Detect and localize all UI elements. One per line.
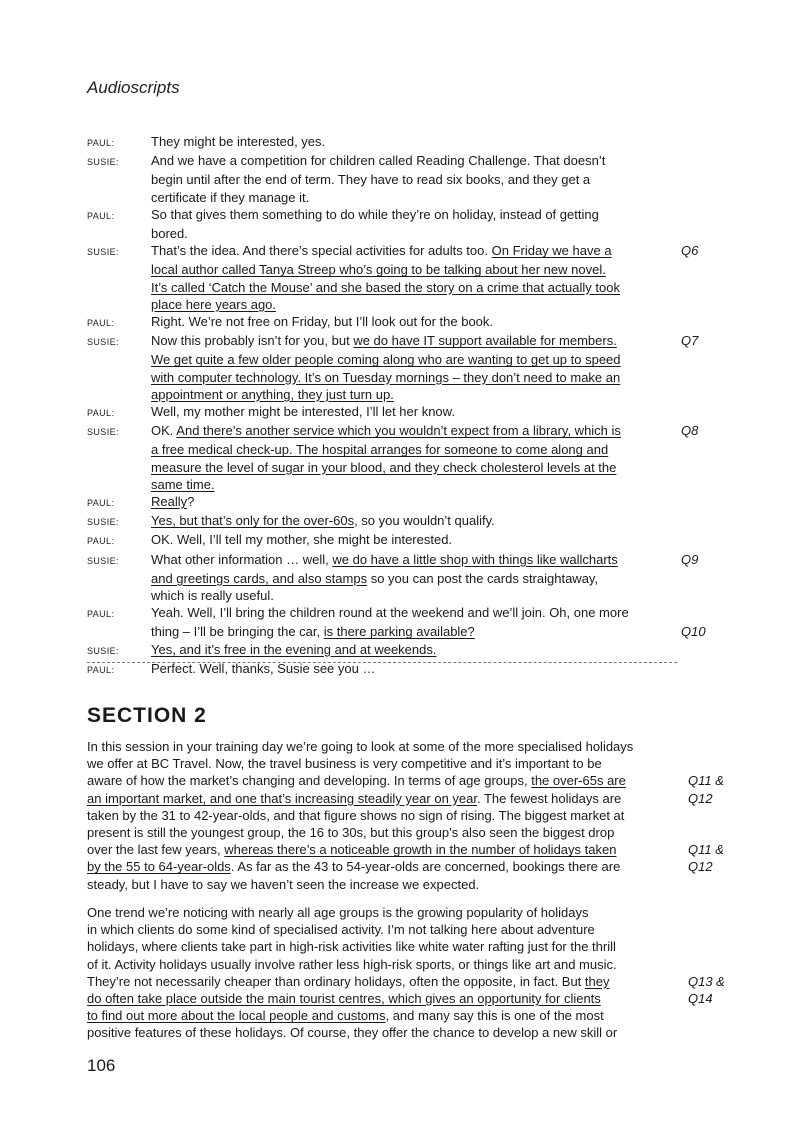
text-run: steady, but I have to say we haven’t seen the increase we expected. bbox=[87, 876, 480, 892]
speaker-label bbox=[87, 279, 151, 296]
speaker-label bbox=[87, 476, 151, 493]
speaker-label bbox=[87, 623, 151, 640]
dialogue-text bbox=[151, 313, 675, 332]
dialogue-line bbox=[87, 206, 727, 225]
dialogue-text bbox=[151, 386, 675, 403]
dialogue-line bbox=[87, 313, 727, 332]
underlined-text: And there’s another service which you wouldn’t expect from a library, which is bbox=[176, 423, 621, 439]
question-marker: Q9 bbox=[681, 551, 699, 567]
dialogue-text bbox=[151, 441, 675, 458]
speaker-label: PAUL: bbox=[87, 138, 115, 148]
text-run: certificate if they manage it. bbox=[151, 189, 310, 205]
dialogue-line bbox=[87, 386, 727, 403]
speaker-label: PAUL: bbox=[87, 408, 115, 419]
text-run: bored. bbox=[151, 226, 188, 242]
question-marker: Q10 bbox=[681, 624, 706, 640]
paragraph-line bbox=[87, 755, 677, 772]
speaker-label bbox=[87, 369, 151, 386]
question-marker: Q11 & bbox=[688, 773, 724, 789]
question-marker: Q12 bbox=[688, 859, 713, 875]
dialogue-text bbox=[151, 152, 675, 171]
speaker-label bbox=[87, 296, 151, 313]
text-run: Now this probably isn’t for you, but bbox=[151, 333, 354, 349]
text-run: begin until after the end of term. They have to read six books, and they get a bbox=[151, 172, 591, 188]
dialogue-line bbox=[87, 459, 727, 476]
underlined-text: On Friday we have a bbox=[491, 243, 612, 259]
section-paragraph-2 bbox=[87, 904, 725, 1042]
speaker-label bbox=[87, 459, 151, 476]
text-run: which is really useful. bbox=[151, 588, 274, 604]
text-run: ? bbox=[187, 494, 195, 510]
underlined-text: a free medical check-up. The hospital arranges for someone to come along and bbox=[151, 442, 609, 458]
dialogue-line bbox=[87, 332, 727, 351]
speaker-label bbox=[87, 225, 151, 242]
text-run: OK. bbox=[151, 423, 177, 439]
section-paragraph-1 bbox=[87, 738, 724, 893]
speaker-label bbox=[87, 441, 151, 458]
dialogue-text bbox=[151, 225, 675, 242]
dialogue-line bbox=[87, 623, 727, 640]
text-run: , and many say this is one of the most bbox=[385, 1008, 604, 1024]
dialogue-line bbox=[87, 531, 727, 550]
text-run: Right. We’re not free on Friday, but I’ll look out for the book. bbox=[151, 314, 494, 330]
text-run: present is still the youngest group, the 16 to 30s, but this group’s also seen the biggest drop bbox=[87, 825, 615, 841]
dialogue-text bbox=[151, 422, 675, 441]
underlined-text: local author called Tanya Streep who’s going to be talking about her new novel. bbox=[151, 262, 606, 278]
text-run: so you can post the cards straightaway, bbox=[367, 570, 599, 586]
text-run: So that gives them something to do while they’re on holiday, instead of getting bbox=[151, 206, 599, 222]
text-run: over the last few years, bbox=[87, 842, 225, 858]
speaker-label: PAUL: bbox=[87, 498, 115, 509]
dialogue-line bbox=[87, 493, 727, 512]
dialogue-text bbox=[151, 369, 675, 386]
dialogue-text bbox=[151, 261, 675, 278]
underlined-text: by the 55 to 64-year-olds bbox=[87, 859, 231, 875]
paragraph-line bbox=[87, 738, 677, 755]
dialogue-line bbox=[87, 403, 727, 422]
text-run: . As far as the 43 to 54-year-olds are concerned, bookings there are bbox=[230, 859, 621, 875]
speaker-label: PAUL: bbox=[87, 664, 115, 675]
dialogue-line bbox=[87, 279, 727, 296]
paragraph-line bbox=[87, 973, 725, 990]
text-run: of it. Activity holidays usually involve rather less high-risk sports, or things like art and music. bbox=[87, 956, 617, 972]
text-run: , so you wouldn’t qualify. bbox=[354, 513, 495, 529]
speaker-label: SUSIE: bbox=[87, 517, 119, 528]
underlined-text: we do have a little shop with things like wallcharts bbox=[332, 551, 618, 567]
dialogue-line bbox=[87, 369, 727, 386]
text-run: in which clients do some kind of specialised activity. I’m not talking here about adventure bbox=[87, 922, 595, 938]
underlined-text: We get quite a few older people coming along who are wanting to get up to speed bbox=[151, 352, 621, 368]
running-header: Audioscripts bbox=[87, 78, 180, 97]
speaker-label: PAUL: bbox=[87, 210, 115, 221]
dialogue-text bbox=[151, 512, 675, 531]
speaker-label: PAUL: bbox=[87, 536, 115, 547]
speaker-label bbox=[87, 189, 151, 206]
paragraph-line bbox=[87, 807, 677, 824]
underlined-text: to find out more about the local people and customs bbox=[87, 1008, 386, 1024]
dialogue-text bbox=[151, 587, 675, 604]
text-run: They’re not necessarily cheaper than ordinary holidays, often the opposite, in fact. But bbox=[87, 973, 585, 989]
dialogue-line bbox=[87, 587, 727, 604]
paragraph-line bbox=[87, 990, 713, 1007]
paragraph-line bbox=[87, 1024, 677, 1041]
speaker-label: SUSIE: bbox=[87, 555, 119, 566]
text-run: In this session in your training day we’re going to look at some of the more specialised holidays bbox=[87, 739, 634, 754]
dialogue-line bbox=[87, 441, 727, 458]
dialogue-line bbox=[87, 570, 727, 587]
dialogue-line bbox=[87, 133, 727, 152]
dialogue-text bbox=[151, 279, 675, 296]
dialogue-line bbox=[87, 641, 727, 660]
dialogue-line bbox=[87, 261, 727, 278]
speaker-label: PAUL: bbox=[87, 318, 115, 329]
underlined-text: Really bbox=[151, 494, 188, 510]
speaker-label bbox=[87, 587, 151, 604]
dialogue-text bbox=[151, 551, 675, 570]
underlined-text: It’s called ‘Catch the Mouse’ and she based the story on a crime that actually took bbox=[151, 279, 620, 295]
underlined-text: place here years ago. bbox=[151, 296, 277, 312]
dialogue-text bbox=[151, 641, 675, 660]
question-marker: Q6 bbox=[681, 243, 699, 259]
text-run: . The fewest holidays are bbox=[476, 790, 622, 806]
paragraph-line bbox=[87, 824, 677, 841]
dialogue-line bbox=[87, 189, 727, 206]
text-run: aware of how the market’s changing and developing. In terms of age groups, bbox=[87, 773, 532, 789]
section-title: SECTION 2 bbox=[87, 704, 207, 727]
dialogue-text bbox=[151, 351, 675, 368]
dialogue-text bbox=[151, 133, 675, 152]
underlined-text: an important market, and one that’s increasing steadily year on year bbox=[87, 790, 477, 806]
speaker-label: SUSIE: bbox=[87, 157, 119, 168]
page-number: 106 bbox=[87, 1056, 116, 1075]
text-run: positive features of these holidays. Of course, they offer the chance to develop a new skill or bbox=[87, 1025, 618, 1041]
speaker-label bbox=[87, 261, 151, 278]
text-run: What other information … well, bbox=[151, 551, 333, 567]
underlined-text: they bbox=[584, 973, 610, 989]
speaker-label: SUSIE: bbox=[87, 247, 119, 258]
dialogue-line bbox=[87, 171, 727, 188]
text-run: Perfect. Well, thanks, Susie see you … bbox=[151, 660, 376, 676]
underlined-text: Yes, and it’s free in the evening and at weekends. bbox=[151, 641, 437, 657]
speaker-label bbox=[87, 351, 151, 368]
text-run: That’s the idea. And there’s special activities for adults too. bbox=[151, 243, 492, 259]
dialogue-line bbox=[87, 551, 727, 570]
dialogue-text bbox=[151, 459, 675, 476]
speaker-label bbox=[87, 386, 151, 403]
text-run: we offer at BC Travel. Now, the travel business is very competitive and it’s important to be bbox=[87, 756, 602, 772]
question-marker: Q7 bbox=[681, 333, 699, 349]
text-run: Yeah. Well, I’ll bring the children round at the weekend and we’ll join. Oh, one more bbox=[151, 605, 629, 621]
dialogue-text bbox=[151, 570, 675, 587]
paragraph-line bbox=[87, 1007, 677, 1024]
paragraph-line bbox=[87, 858, 713, 875]
paragraph-line bbox=[87, 904, 677, 921]
section-divider bbox=[87, 662, 677, 663]
paragraph-line bbox=[87, 921, 677, 938]
underlined-text: do often take place outside the main tourist centres, which gives an opportunity for clients bbox=[87, 991, 601, 1007]
dialogue-text bbox=[151, 623, 675, 640]
paragraph-line bbox=[87, 841, 724, 858]
dialogue-text bbox=[151, 242, 675, 261]
paragraph-line bbox=[87, 772, 724, 789]
text-run: taken by the 31 to 42-year-olds, and that figure shows no sign of rising. The biggest market at bbox=[87, 807, 625, 823]
dialogue-text bbox=[151, 296, 675, 313]
question-marker: Q13 & bbox=[688, 973, 725, 989]
paragraph-line bbox=[87, 876, 677, 893]
underlined-text: with computer technology. It’s on Tuesday mornings – they don’t need to make an bbox=[151, 369, 621, 385]
question-marker: Q14 bbox=[688, 991, 713, 1007]
underlined-text: whereas there’s a noticeable growth in the number of holidays taken bbox=[224, 842, 617, 858]
text-run: Well, my mother might be interested, I’ll let her know. bbox=[151, 404, 455, 420]
paragraph-line bbox=[87, 956, 677, 973]
speaker-label: SUSIE: bbox=[87, 645, 119, 656]
dialogue-text bbox=[151, 403, 675, 422]
text-run: holidays, where clients take part in high-risk activities like white water rafting just for the thrill bbox=[87, 939, 616, 955]
dialogue-line bbox=[87, 242, 727, 261]
underlined-text: same time. bbox=[151, 476, 215, 492]
speaker-label: SUSIE: bbox=[87, 427, 119, 438]
dialogue-text bbox=[151, 476, 675, 493]
paragraph-line bbox=[87, 938, 677, 955]
dialogue-text bbox=[151, 493, 675, 512]
dialogue-line bbox=[87, 512, 727, 531]
dialogue-text bbox=[151, 171, 675, 188]
speaker-label: PAUL: bbox=[87, 609, 115, 620]
speaker-label bbox=[87, 570, 151, 587]
dialogue-text bbox=[151, 189, 675, 206]
text-run: thing – I’ll be bringing the car, bbox=[151, 624, 324, 640]
dialogue-line bbox=[87, 604, 727, 623]
dialogue-line bbox=[87, 296, 727, 313]
dialogue-text bbox=[151, 531, 675, 550]
dialogue-line bbox=[87, 152, 727, 171]
dialogue-line bbox=[87, 225, 727, 242]
underlined-text: and greetings cards, and also stamps bbox=[151, 570, 368, 586]
text-run: OK. Well, I’ll tell my mother, she might be interested. bbox=[151, 532, 453, 548]
dialogue-line bbox=[87, 476, 727, 493]
question-marker: Q11 & bbox=[688, 842, 724, 858]
dialogue-line bbox=[87, 351, 727, 368]
speaker-label: SUSIE: bbox=[87, 337, 119, 348]
underlined-text: is there parking available? bbox=[323, 624, 475, 640]
dialogue-text bbox=[151, 604, 675, 623]
question-marker: Q8 bbox=[681, 423, 699, 439]
underlined-text: appointment or anything, they just turn up. bbox=[151, 386, 394, 402]
dialogue-text bbox=[151, 206, 675, 225]
text-run: One trend we’re noticing with nearly all age groups is the growing popularity of holidays bbox=[87, 905, 589, 920]
underlined-text: Yes, but that’s only for the over-60s bbox=[151, 513, 355, 529]
underlined-text: the over-65s are bbox=[531, 773, 626, 789]
question-marker: Q12 bbox=[688, 790, 713, 806]
underlined-text: measure the level of sugar in your blood, and they check cholesterol levels at the bbox=[151, 459, 617, 475]
dialogue-transcript bbox=[87, 133, 727, 679]
speaker-label bbox=[87, 171, 151, 188]
dialogue-line bbox=[87, 422, 727, 441]
paragraph-line bbox=[87, 790, 713, 807]
text-run: They might be interested, yes. bbox=[151, 134, 326, 149]
underlined-text: we do have IT support available for members. bbox=[353, 333, 617, 349]
text-run: And we have a competition for children called Reading Challenge. That doesn’t bbox=[151, 153, 606, 169]
dialogue-text bbox=[151, 332, 675, 351]
